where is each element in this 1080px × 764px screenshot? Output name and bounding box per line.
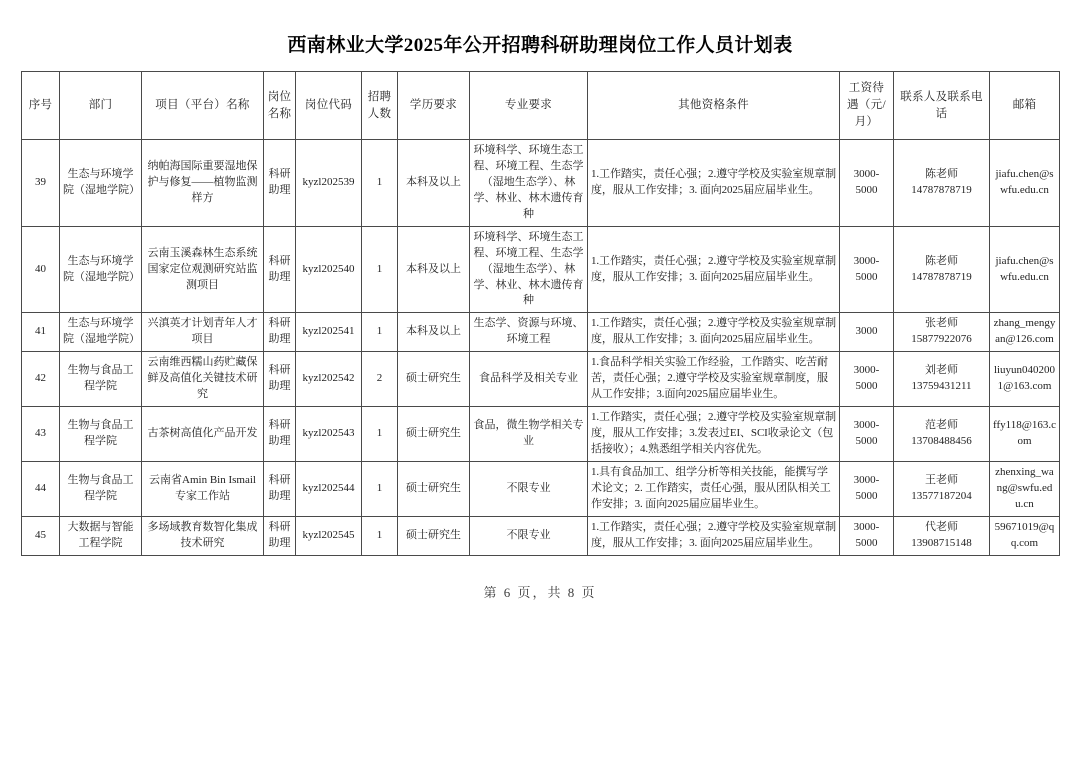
column-header-post-code: 岗位代码: [296, 72, 362, 140]
cell-department: 大数据与智能工程学院: [60, 516, 142, 555]
cell-post-code: kyzl202544: [296, 461, 362, 516]
cell-email: zhang_mengyan@126.com: [990, 313, 1060, 352]
cell-other-conditions: 1.食品科学相关实验工作经验，工作踏实、吃苦耐苦，责任心强；2.遵守学校及实验室规章制度，服从工作安排；3.面向2025届应届毕业生。: [588, 352, 840, 407]
cell-project: 多场域教育数智化集成技术研究: [142, 516, 264, 555]
cell-project: 兴滇英才计划青年人才项目: [142, 313, 264, 352]
cell-headcount: 1: [362, 140, 398, 227]
contact-person: 刘老师: [925, 364, 958, 377]
cell-department: 生态与环境学院（湿地学院）: [60, 140, 142, 227]
cell-headcount: 2: [362, 352, 398, 407]
cell-department: 生态与环境学院（湿地学院）: [60, 226, 142, 313]
cell-email: liuyun0402001@163.com: [990, 352, 1060, 407]
cell-project: 纳帕海国际重要湿地保护与修复——植物监测样方: [142, 140, 264, 227]
table-row: [22, 313, 1060, 352]
table-row: [22, 140, 1060, 227]
cell-email: zhenxing_wang@swfu.edu.cn: [990, 461, 1060, 516]
contact-person: 陈老师: [925, 167, 958, 180]
cell-headcount: 1: [362, 226, 398, 313]
cell-headcount: 1: [362, 516, 398, 555]
cell-education: 硕士研究生: [398, 516, 470, 555]
column-header-salary: 工资待遇（元/月）: [840, 72, 894, 140]
cell-project: 云南玉溪森林生态系统国家定位观测研究站监测项目: [142, 226, 264, 313]
cell-other-conditions: 1.工作踏实，责任心强；2.遵守学校及实验室规章制度，服从工作安排；3. 面向2025届应届毕业生。: [588, 516, 840, 555]
cell-index: 39: [22, 140, 60, 227]
cell-post-code: kyzl202540: [296, 226, 362, 313]
contact-phone: 14787878719: [911, 270, 972, 283]
cell-contact: [894, 352, 990, 407]
cell-post-name: 科研助理: [264, 461, 296, 516]
cell-salary: 3000-5000: [840, 516, 894, 555]
table-row: [22, 226, 1060, 313]
contact-phone: 14787878719: [911, 183, 972, 196]
cell-other-conditions: 1.具有食品加工、组学分析等相关技能，能撰写学术论文；2. 工作踏实，责任心强，服从团队相关工作安排；3. 面向2025届应届毕业生。: [588, 461, 840, 516]
cell-major: 环境科学、环境生态工程、环境工程、生态学（湿地生态学）、林学、林业、林木遗传育种: [470, 140, 588, 227]
cell-other-conditions: 1.工作踏实，责任心强；2.遵守学校及实验室规章制度，服从工作安排；3. 面向2025届应届毕业生。: [588, 140, 840, 227]
column-header-headcount: 招聘人数: [362, 72, 398, 140]
cell-contact: [894, 226, 990, 313]
cell-major: 不限专业: [470, 461, 588, 516]
contact-person: 代老师: [925, 520, 958, 533]
column-header-education: 学历要求: [398, 72, 470, 140]
column-header-project: 项目（平台）名称: [142, 72, 264, 140]
table-container: [0, 71, 1080, 556]
cell-project: 古茶树高值化产品开发: [142, 407, 264, 462]
cell-project: 云南维西糯山药贮藏保鲜及高值化关键技术研究: [142, 352, 264, 407]
contact-phone: 13708488456: [911, 434, 972, 447]
column-header-other-conditions: 其他资格条件: [588, 72, 840, 140]
cell-post-code: kyzl202543: [296, 407, 362, 462]
cell-other-conditions: 1.工作踏实，责任心强；2.遵守学校及实验室规章制度，服从工作安排；3.发表过EI、SCI收录论文（包括接收）；4.熟悉组学相关内容优先。: [588, 407, 840, 462]
contact-person: 张老师: [925, 317, 958, 330]
cell-contact: [894, 407, 990, 462]
cell-index: 45: [22, 516, 60, 555]
cell-department: 生态与环境学院（湿地学院）: [60, 313, 142, 352]
cell-post-name: 科研助理: [264, 352, 296, 407]
cell-salary: 3000-5000: [840, 140, 894, 227]
cell-headcount: 1: [362, 313, 398, 352]
cell-post-code: kyzl202542: [296, 352, 362, 407]
column-header-contact: 联系人及联系电话: [894, 72, 990, 140]
contact-phone: 15877922076: [911, 333, 972, 346]
table-row: [22, 352, 1060, 407]
cell-major: 不限专业: [470, 516, 588, 555]
cell-education: 本科及以上: [398, 313, 470, 352]
cell-index: 43: [22, 407, 60, 462]
cell-post-name: 科研助理: [264, 516, 296, 555]
cell-salary: 3000: [840, 313, 894, 352]
cell-education: 硕士研究生: [398, 407, 470, 462]
page-title: 西南林业大学2025年公开招聘科研助理岗位工作人员计划表: [287, 35, 793, 56]
table-body: [22, 140, 1060, 556]
cell-post-name: 科研助理: [264, 407, 296, 462]
cell-contact: [894, 461, 990, 516]
header-row: [22, 72, 1060, 140]
cell-post-code: kyzl202545: [296, 516, 362, 555]
cell-contact: [894, 516, 990, 555]
column-header-email: 邮箱: [990, 72, 1060, 140]
cell-post-code: kyzl202539: [296, 140, 362, 227]
recruitment-plan-table: [21, 71, 1060, 556]
cell-headcount: 1: [362, 461, 398, 516]
contact-person: 王老师: [925, 473, 958, 486]
cell-index: 41: [22, 313, 60, 352]
cell-education: 硕士研究生: [398, 352, 470, 407]
cell-index: 44: [22, 461, 60, 516]
cell-salary: 3000-5000: [840, 461, 894, 516]
cell-education: 本科及以上: [398, 226, 470, 313]
cell-major: 食品科学及相关专业: [470, 352, 588, 407]
cell-contact: [894, 313, 990, 352]
contact-phone: 13908715148: [911, 536, 972, 549]
cell-major: 生态学、资源与环境、环境工程: [470, 313, 588, 352]
contact-person: 陈老师: [925, 254, 958, 267]
cell-other-conditions: 1.工作踏实，责任心强；2.遵守学校及实验室规章制度，服从工作安排；3. 面向2025届应届毕业生。: [588, 226, 840, 313]
contact-phone: 13577187204: [911, 489, 972, 502]
cell-major: 食品，微生物学相关专业: [470, 407, 588, 462]
cell-other-conditions: 1.工作踏实，责任心强；2.遵守学校及实验室规章制度，服从工作安排；3. 面向2025届应届毕业生。: [588, 313, 840, 352]
column-header-index: 序号: [22, 72, 60, 140]
cell-department: 生物与食品工程学院: [60, 352, 142, 407]
cell-post-code: kyzl202541: [296, 313, 362, 352]
cell-salary: 3000-5000: [840, 226, 894, 313]
column-header-post-name: 岗位名称: [264, 72, 296, 140]
column-header-major: 专业要求: [470, 72, 588, 140]
column-header-department: 部门: [60, 72, 142, 140]
cell-post-name: 科研助理: [264, 226, 296, 313]
table-row: [22, 407, 1060, 462]
cell-headcount: 1: [362, 407, 398, 462]
cell-index: 40: [22, 226, 60, 313]
cell-index: 42: [22, 352, 60, 407]
cell-project: 云南省Amin Bin Ismail专家工作站: [142, 461, 264, 516]
contact-phone: 13759431211: [911, 380, 972, 393]
cell-post-name: 科研助理: [264, 313, 296, 352]
cell-email: jiafu.chen@swfu.edu.cn: [990, 140, 1060, 227]
page-footer: 第 6 页，共 8 页: [483, 584, 597, 600]
table-row: [22, 461, 1060, 516]
cell-education: 硕士研究生: [398, 461, 470, 516]
cell-major: 环境科学、环境生态工程、环境工程、生态学（湿地生态学）、林学、林业、林木遗传育种: [470, 226, 588, 313]
cell-email: jiafu.chen@swfu.edu.cn: [990, 226, 1060, 313]
cell-department: 生物与食品工程学院: [60, 461, 142, 516]
table-header: [22, 72, 1060, 140]
cell-post-name: 科研助理: [264, 140, 296, 227]
cell-email: 59671019@qq.com: [990, 516, 1060, 555]
cell-contact: [894, 140, 990, 227]
cell-salary: 3000-5000: [840, 407, 894, 462]
cell-education: 本科及以上: [398, 140, 470, 227]
contact-person: 范老师: [925, 419, 958, 432]
cell-department: 生物与食品工程学院: [60, 407, 142, 462]
cell-email: ffy118@163.com: [990, 407, 1060, 462]
cell-salary: 3000-5000: [840, 352, 894, 407]
table-row: [22, 516, 1060, 555]
